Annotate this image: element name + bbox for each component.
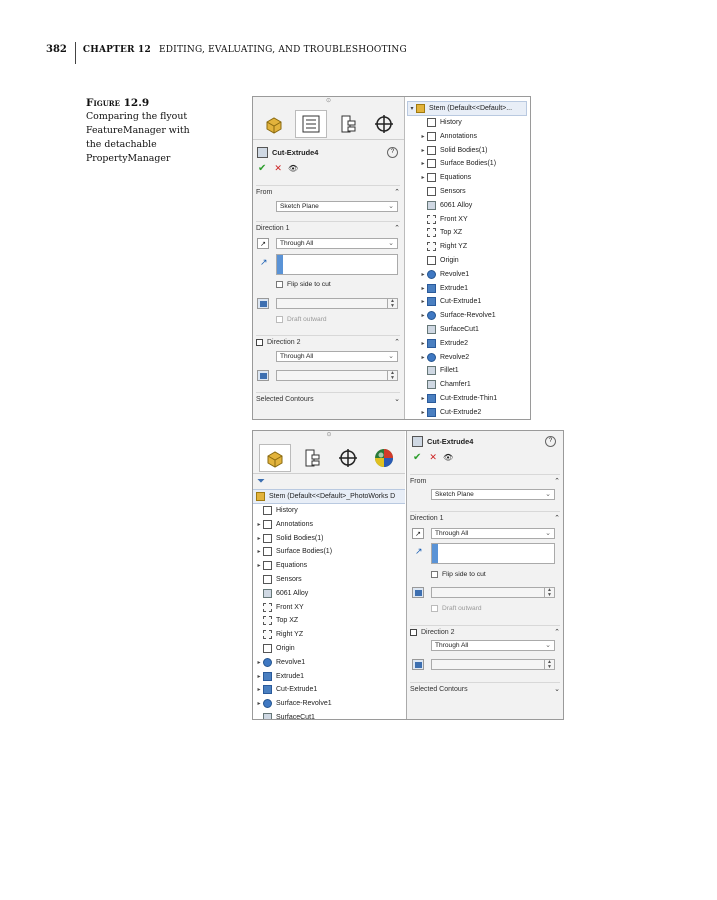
direction2-checkbox[interactable]: [256, 339, 263, 346]
manager-tabs: [253, 109, 404, 140]
ok-icon[interactable]: ✔: [258, 163, 267, 174]
feature-icon: [263, 630, 272, 639]
direction2-dropdown[interactable]: [276, 351, 398, 362]
tree-item-label: Chamfer1: [440, 381, 471, 389]
feature-icon: [427, 118, 436, 127]
tab-configurationmanager[interactable]: [333, 111, 363, 137]
flip-side-checkbox[interactable]: [431, 571, 438, 578]
feature-icon: [427, 325, 436, 334]
detached-property-manager: [406, 431, 564, 719]
tree-item-label: Surface Bodies(1): [276, 548, 333, 556]
section-direction2[interactable]: [256, 335, 400, 348]
draft-angle-spinner[interactable]: [431, 587, 555, 598]
section-from[interactable]: [256, 185, 400, 198]
running-header: [46, 42, 407, 64]
feature-icon: [263, 589, 272, 598]
tree-item[interactable]: [419, 364, 459, 377]
feature-icon: [263, 616, 272, 625]
chevron-down-icon: ⌄: [545, 491, 551, 498]
tree-item-label: Cut-Extrude2: [440, 408, 482, 416]
feature-icon: [263, 534, 272, 543]
expand-arrow-icon[interactable]: ▸: [421, 340, 425, 347]
crosshair-icon: [374, 114, 394, 134]
expand-arrow-icon[interactable]: ▸: [421, 175, 425, 182]
direction1-dropdown[interactable]: [431, 528, 555, 539]
preview-icon[interactable]: 👁: [442, 453, 454, 462]
draft-outward-label: Draft outward: [442, 605, 482, 612]
cancel-icon[interactable]: ✕: [274, 163, 282, 173]
feature-title-row: [412, 436, 556, 447]
tree-item[interactable]: [419, 268, 469, 281]
expand-icon[interactable]: ▾: [410, 106, 414, 112]
ok-icon[interactable]: ✔: [413, 452, 422, 463]
feature-icon: [427, 256, 436, 265]
tree-root[interactable]: [407, 101, 527, 116]
expand-arrow-icon[interactable]: ▸: [257, 563, 261, 570]
tree-item-label: History: [276, 507, 298, 514]
tree-item-label: Extrude1: [440, 284, 469, 292]
flip-side-checkbox[interactable]: [276, 281, 283, 288]
expand-arrow-icon[interactable]: ▸: [257, 549, 261, 556]
draft-outward-label: Draft outward: [287, 316, 327, 323]
filter-icon[interactable]: ⏷: [257, 476, 265, 487]
chevron-up-icon: ⌃: [394, 339, 400, 346]
tree-item-label: Surface-Revolve1: [276, 700, 332, 708]
tree-item-label: Annotations: [276, 520, 313, 528]
direction2-label: Direction 2: [421, 628, 455, 636]
feature-icon: [427, 297, 436, 306]
part-icon: [265, 448, 285, 468]
tree-item-label: Fillet1: [440, 367, 459, 375]
tree-item-label: 6061 Alloy: [276, 589, 309, 597]
tree-item[interactable]: [419, 185, 466, 198]
expand-arrow-icon[interactable]: ▸: [421, 285, 425, 292]
draft-angle-spinner[interactable]: [276, 298, 398, 309]
screenshot-detached-propertymanager: [252, 430, 564, 720]
tree-item-label: Equations: [276, 562, 308, 570]
figure-caption-text: Comparing the flyout FeatureManager with the detachable PropertyManager: [86, 111, 190, 164]
tree-item[interactable]: [255, 601, 304, 614]
reverse-arrow-icon: ↗: [415, 530, 421, 538]
flyout-feature-tree: [405, 97, 530, 419]
confirm-row: [258, 163, 298, 174]
tree-item[interactable]: [419, 282, 468, 295]
drag-handle[interactable]: ⊙: [326, 432, 332, 438]
feature-icon: [427, 339, 436, 348]
tree-item[interactable]: [255, 504, 298, 517]
draft-outward-row[interactable]: [431, 605, 482, 612]
chevron-down-icon: ⌄: [388, 240, 394, 247]
tree-item[interactable]: [419, 337, 468, 350]
draft-toggle-button[interactable]: [412, 587, 424, 598]
feature-icon: [427, 408, 436, 417]
feature-icon: [427, 366, 436, 375]
chevron-down-icon: ⌄: [394, 396, 400, 403]
tree-item-label: 6061 Alloy: [440, 201, 473, 209]
tab-featuremanager[interactable]: [259, 111, 289, 137]
tree-item-label: Right YZ: [440, 243, 468, 251]
section-from[interactable]: [410, 474, 560, 487]
from-dropdown[interactable]: [431, 489, 555, 500]
selected-contours-label: Selected Contours: [410, 685, 468, 693]
spinner-arrows-icon[interactable]: ▲ ▼: [544, 660, 554, 669]
feature-icon: [263, 685, 272, 694]
reverse-arrow-icon: ↗: [260, 240, 266, 248]
tree-item[interactable]: [255, 642, 295, 655]
tree-item-label: Solid Bodies(1): [440, 146, 488, 154]
feature-icon: [427, 228, 436, 237]
tree-item[interactable]: [255, 573, 302, 586]
tree-root[interactable]: [253, 489, 405, 504]
direction-arrow-icon: ↗: [415, 546, 423, 556]
expand-arrow-icon[interactable]: ▸: [257, 535, 261, 542]
help-icon[interactable]: ?: [545, 436, 556, 447]
section-selected-contours[interactable]: [256, 392, 400, 405]
feature-icon: [263, 506, 272, 515]
spinner-arrows-icon[interactable]: ▲ ▼: [387, 371, 397, 380]
tree-item-label: Cut-Extrude-Thin1: [440, 395, 498, 402]
direction2-dropdown[interactable]: [431, 640, 555, 651]
draft-outward-row[interactable]: [276, 316, 327, 323]
tree-item[interactable]: [419, 199, 472, 212]
direction2-spinner[interactable]: [431, 659, 555, 670]
chevron-up-icon: ⌃: [554, 629, 560, 636]
tree-item-label: Top XZ: [440, 229, 463, 237]
property-manager-pane: [253, 97, 405, 419]
tree-item[interactable]: [255, 711, 315, 720]
section-direction1[interactable]: [410, 511, 560, 524]
tree-item-label: Front XY: [440, 215, 468, 223]
from-value: Sketch Plane: [435, 491, 474, 498]
flip-side-row[interactable]: [276, 281, 331, 288]
feature-icon: [427, 173, 436, 182]
chevron-up-icon: ⌃: [394, 225, 400, 232]
tree-item[interactable]: [255, 545, 332, 558]
tree-item-label: Cut-Extrude1: [440, 298, 482, 306]
tree-item-label: Revolve1: [440, 270, 470, 278]
tree-item[interactable]: [419, 378, 471, 391]
selected-contours-label: Selected Contours: [256, 395, 314, 403]
draft-toggle-button-2[interactable]: [412, 659, 424, 670]
tab-featuremanager[interactable]: [259, 444, 291, 472]
feature-icon: [263, 561, 272, 570]
tree-item-label: Front XY: [276, 603, 304, 611]
reverse-direction-button[interactable]: [257, 238, 269, 249]
draft-icon: [260, 301, 267, 307]
tree-item[interactable]: [255, 614, 298, 627]
header-rule: [75, 42, 76, 64]
tree-item-label: Extrude1: [276, 672, 305, 680]
chevron-up-icon: ⌃: [394, 189, 400, 196]
tree-item-label: Cut-Extrude1: [276, 686, 318, 694]
tree-item[interactable]: [255, 559, 307, 572]
expand-arrow-icon[interactable]: ▸: [257, 659, 261, 666]
chevron-up-icon: ⌃: [554, 515, 560, 522]
screenshot-flyout-featuremanager: [252, 96, 531, 420]
feature-tree: [253, 489, 405, 719]
tree-item[interactable]: [419, 309, 496, 322]
tree-item[interactable]: [419, 157, 496, 170]
direction-arrow-icon: ↗: [260, 257, 268, 267]
feature-icon: [427, 146, 436, 155]
tree-item[interactable]: [419, 226, 462, 239]
tree-item-label: Solid Bodies(1): [276, 534, 324, 542]
tree-item[interactable]: [255, 628, 303, 641]
direction1-value: Through All: [435, 530, 469, 537]
cancel-icon[interactable]: ✕: [429, 452, 437, 462]
direction1-value: Through All: [280, 240, 314, 247]
expand-arrow-icon[interactable]: ▸: [421, 271, 425, 278]
feature-icon: [263, 672, 272, 681]
feature-icon: [263, 520, 272, 529]
chevron-down-icon: ⌄: [554, 686, 560, 693]
tree-item-label: Sensors: [440, 188, 466, 195]
expand-arrow-icon[interactable]: ▸: [257, 673, 261, 680]
cut-extrude-icon: [412, 436, 423, 447]
tab-configurationmanager[interactable]: [297, 445, 327, 471]
chevron-down-icon: ⌄: [545, 530, 551, 537]
tree-item-label: Surface Bodies(1): [440, 160, 497, 168]
direction-selection-box[interactable]: [276, 254, 398, 275]
tree-item[interactable]: [419, 213, 468, 226]
tree-item-label: Extrude2: [440, 339, 469, 347]
draft-icon: [260, 373, 267, 379]
list-icon: [302, 115, 320, 133]
feature-icon: [427, 270, 436, 279]
direction1-label: Direction 1: [410, 514, 444, 522]
tree-item[interactable]: [419, 295, 481, 308]
config-icon: [303, 449, 321, 467]
tree-item-label: Revolve2: [440, 353, 470, 361]
tree-root-label: Stem (Default<<Default>...: [429, 105, 513, 112]
expand-arrow-icon[interactable]: ▸: [421, 409, 425, 416]
tree-item-label: Origin: [440, 257, 459, 264]
chevron-up-icon: ⌃: [554, 478, 560, 485]
tab-dimxpert[interactable]: [369, 111, 399, 137]
feature-icon: [427, 132, 436, 141]
section-selected-contours[interactable]: [410, 682, 560, 695]
tree-item[interactable]: [255, 532, 323, 545]
direction2-label: Direction 2: [267, 338, 301, 346]
feature-icon: [427, 353, 436, 362]
draft-toggle-button-2[interactable]: [257, 370, 269, 381]
tree-item-label: Equations: [440, 174, 472, 182]
expand-arrow-icon[interactable]: ▸: [257, 687, 261, 694]
expand-arrow-icon[interactable]: ▸: [421, 354, 425, 361]
draft-toggle-button[interactable]: [257, 298, 269, 309]
manager-tabs: [253, 443, 405, 474]
tree-item-label: Surface-Revolve1: [440, 312, 496, 320]
tree-item-label: SurfaceCut1: [276, 714, 315, 720]
direction-selection-box[interactable]: [431, 543, 555, 564]
tree-item-label: Sensors: [276, 576, 302, 583]
direction1-label: Direction 1: [256, 224, 290, 232]
chevron-down-icon: ⌄: [388, 353, 394, 360]
tree-item[interactable]: [419, 406, 481, 419]
part-icon: [264, 114, 284, 134]
section-direction1[interactable]: [256, 221, 400, 234]
feature-icon: [427, 394, 436, 403]
direction2-value: Through All: [435, 642, 469, 649]
chevron-down-icon: ⌄: [545, 642, 551, 649]
tree-item-label: Top XZ: [276, 617, 299, 625]
feature-icon: [427, 215, 436, 224]
tab-dimxpert[interactable]: [333, 445, 363, 471]
feature-icon: [427, 380, 436, 389]
tree-item-label: Annotations: [440, 132, 477, 140]
direction2-spinner[interactable]: [276, 370, 398, 381]
from-value: Sketch Plane: [280, 203, 319, 210]
direction2-value: Through All: [280, 353, 314, 360]
tree-item[interactable]: [419, 323, 479, 336]
tree-item-label: Origin: [276, 645, 295, 652]
feature-icon: [427, 311, 436, 320]
expand-arrow-icon[interactable]: ▸: [421, 147, 425, 154]
tree-item[interactable]: [419, 171, 471, 184]
tree-item[interactable]: [255, 697, 332, 710]
expand-arrow-icon[interactable]: ▸: [421, 313, 425, 320]
tree-item[interactable]: [255, 670, 304, 683]
flip-side-row[interactable]: [431, 571, 486, 578]
figure-number: Figure 12.9: [86, 97, 150, 109]
spinner-arrows-icon[interactable]: ▲ ▼: [544, 588, 554, 597]
feature-name: Cut-Extrude4: [272, 148, 319, 157]
from-label: From: [256, 188, 273, 196]
from-dropdown[interactable]: [276, 201, 398, 212]
expand-arrow-icon[interactable]: ▸: [421, 299, 425, 306]
appearance-sphere-icon: [373, 447, 395, 469]
draft-icon: [415, 590, 422, 596]
feature-icon: [263, 603, 272, 612]
tree-item[interactable]: [255, 587, 308, 600]
tree-item-label: Revolve1: [276, 658, 306, 666]
expand-arrow-icon[interactable]: ▸: [257, 701, 261, 708]
tree-item-label: SurfaceCut1: [440, 326, 479, 333]
draft-icon: [415, 662, 422, 668]
config-icon: [339, 115, 357, 133]
confirm-row: [413, 452, 453, 463]
tree-item[interactable]: [419, 130, 477, 143]
tree-item[interactable]: [419, 240, 467, 253]
tree-item[interactable]: [419, 116, 462, 129]
reverse-direction-button[interactable]: [412, 528, 424, 539]
chapter-label: CHAPTER 12: [82, 45, 151, 55]
direction2-checkbox[interactable]: [410, 629, 417, 636]
feature-icon: [263, 547, 272, 556]
spinner-arrows-icon[interactable]: ▲ ▼: [387, 299, 397, 308]
tree-item-label: History: [440, 119, 462, 126]
draft-outward-checkbox[interactable]: [431, 605, 438, 612]
expand-arrow-icon[interactable]: ▸: [257, 521, 261, 528]
tree-root-label: Stem (Default<<Default>_PhotoWorks D: [269, 493, 396, 500]
direction1-dropdown[interactable]: [276, 238, 398, 249]
feature-title-row: [257, 147, 400, 158]
preview-icon[interactable]: 👁: [287, 164, 299, 173]
tab-appearance[interactable]: [369, 445, 399, 471]
tree-item[interactable]: [255, 656, 305, 669]
part-icon: [256, 492, 265, 501]
feature-icon: [427, 201, 436, 210]
feature-icon: [263, 658, 272, 667]
expand-arrow-icon[interactable]: ▸: [421, 161, 425, 168]
feature-name: Cut-Extrude4: [427, 437, 474, 446]
feature-icon: [263, 699, 272, 708]
feature-icon: [427, 242, 436, 251]
chevron-down-icon: ⌄: [388, 203, 394, 210]
expand-arrow-icon[interactable]: ▸: [421, 396, 425, 402]
tree-item[interactable]: [255, 683, 317, 696]
feature-icon: [427, 159, 436, 168]
drag-handle[interactable]: ⊙: [325, 98, 332, 104]
crosshair-icon: [338, 448, 358, 468]
figure-caption: [86, 96, 206, 166]
draft-outward-checkbox[interactable]: [276, 316, 283, 323]
tree-item[interactable]: [419, 254, 459, 267]
feature-icon: [427, 187, 436, 196]
feature-icon: [427, 284, 436, 293]
flip-side-label: Flip side to cut: [442, 571, 486, 578]
flip-side-label: Flip side to cut: [287, 281, 331, 288]
tab-propertymanager[interactable]: [295, 110, 327, 138]
tree-item[interactable]: [419, 144, 487, 157]
tree-item[interactable]: [255, 518, 313, 531]
chapter-title: EDITING, EVALUATING, AND TROUBLESHOOTING: [159, 45, 407, 55]
tree-item[interactable]: [419, 392, 497, 405]
tree-item[interactable]: [419, 351, 469, 364]
from-label: From: [410, 477, 427, 485]
help-icon[interactable]: ?: [387, 147, 398, 158]
tree-item-label: Right YZ: [276, 631, 304, 639]
feature-icon: [263, 575, 272, 584]
section-direction2[interactable]: [410, 625, 560, 638]
feature-icon: [263, 713, 272, 720]
expand-arrow-icon[interactable]: ▸: [421, 133, 425, 140]
part-icon: [416, 104, 425, 113]
page-number: 382: [46, 44, 67, 55]
feature-icon: [263, 644, 272, 653]
cut-extrude-icon: [257, 147, 268, 158]
